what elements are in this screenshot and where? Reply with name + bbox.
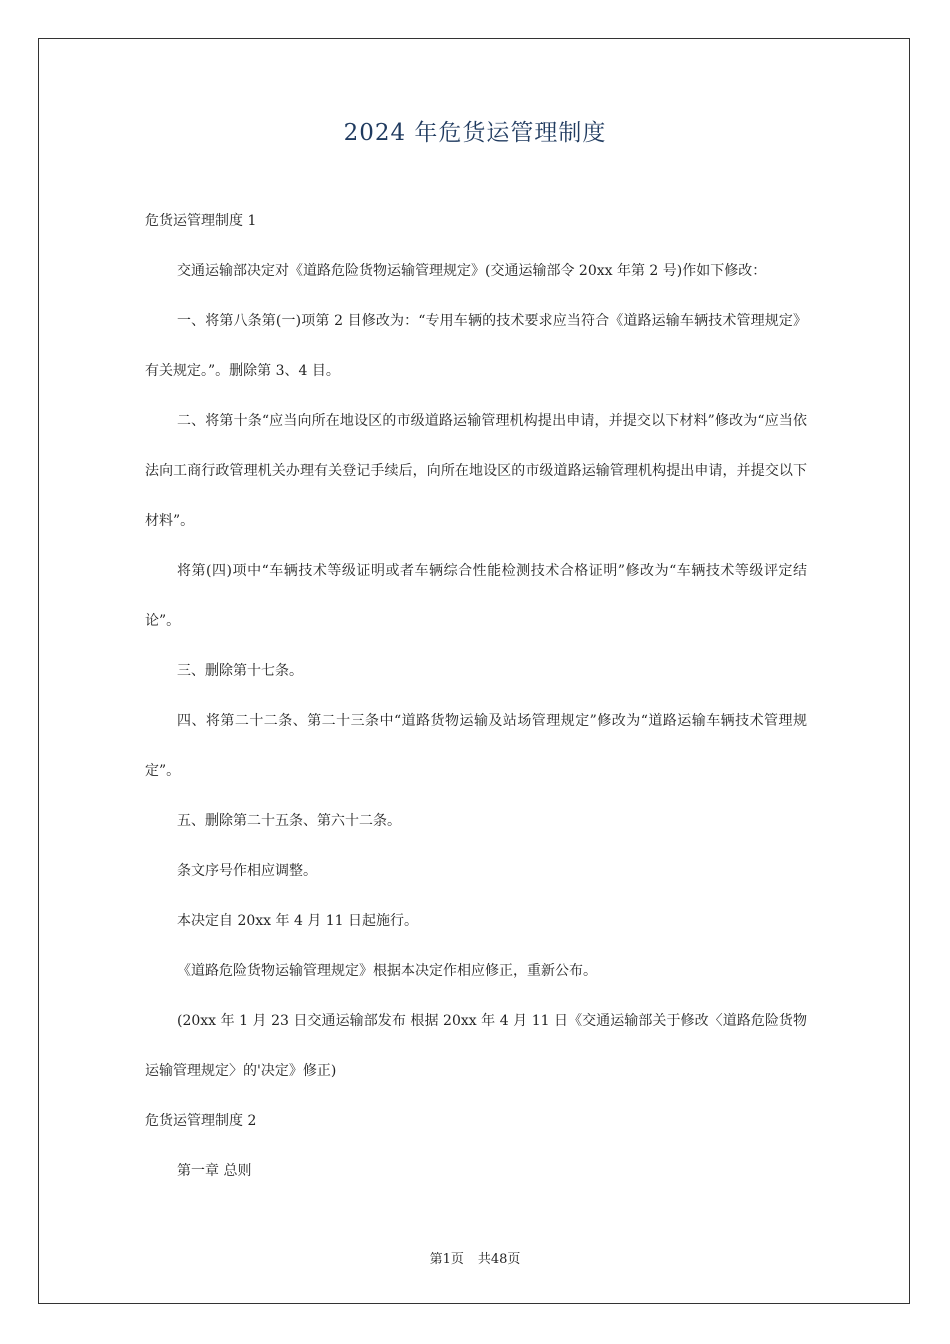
paragraph: 交通运输部决定对《道路危险货物运输管理规定》(交通运输部令 20xx 年第 2 号)作如下修改： bbox=[177, 263, 767, 279]
page-total: 共48页 bbox=[477, 1252, 521, 1267]
page-number: 第1页 bbox=[429, 1252, 464, 1267]
paragraph: 五、删除第二十五条、第六十二条。 bbox=[177, 813, 401, 829]
paragraph: 本决定自 20xx 年 4 月 11 日起施行。 bbox=[177, 913, 419, 929]
page-footer bbox=[0, 1248, 950, 1267]
paragraph: 一、将第八条第(一)项第 2 目修改为：“专用车辆的技术要求应当符合《道路运输车辆技术管理规定》有关规定。”。删除第 3、4 目。 bbox=[145, 313, 807, 379]
document-title: 2024 年危货运管理制度 bbox=[343, 120, 607, 146]
paragraph: 三、删除第十七条。 bbox=[177, 663, 303, 679]
chapter-heading: 第一章 总则 bbox=[177, 1163, 252, 1179]
paragraph: 条文序号作相应调整。 bbox=[177, 863, 317, 879]
document-body bbox=[145, 196, 807, 1196]
section-heading-1: 危货运管理制度 1 bbox=[145, 213, 257, 229]
paragraph: 将第(四)项中“车辆技术等级证明或者车辆综合性能检测技术合格证明”修改为“车辆技术等级评定结论”。 bbox=[145, 563, 807, 629]
paragraph: 《道路危险货物运输管理规定》根据本决定作相应修正，重新公布。 bbox=[177, 963, 597, 979]
paragraph: 二、将第十条“应当向所在地设区的市级道路运输管理机构提出申请，并提交以下材料”修改为“应当依法向工商行政管理机关办理有关登记手续后，向所在地设区的市级道路运输管理机构提出申请，并提交以下材料”。 bbox=[145, 413, 807, 529]
section-heading-2: 危货运管理制度 2 bbox=[145, 1113, 257, 1129]
paragraph: 四、将第二十二条、第二十三条中“道路货物运输及站场管理规定”修改为“道路运输车辆技术管理规定”。 bbox=[145, 713, 807, 779]
paragraph: (20xx 年 1 月 23 日交通运输部发布 根据 20xx 年 4 月 11 日《交通运输部关于修改〈道路危险货物运输管理规定〉的'决定》修正) bbox=[145, 1013, 807, 1079]
